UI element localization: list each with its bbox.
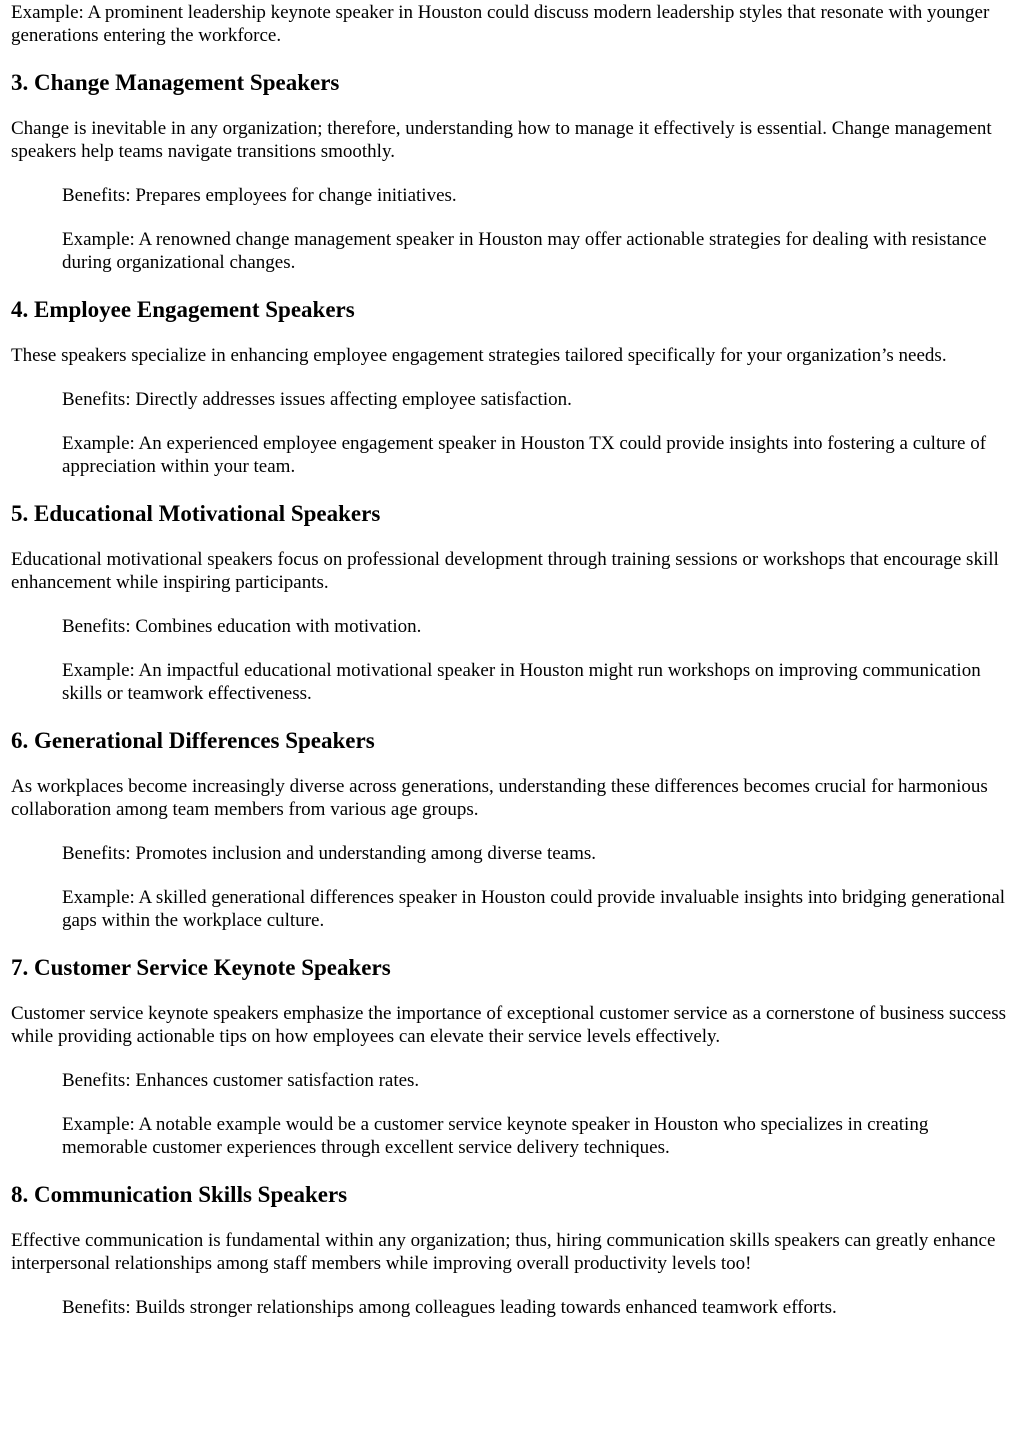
section-heading: 5. Educational Motivational Speakers bbox=[11, 501, 381, 526]
section-heading: 4. Employee Engagement Speakers bbox=[11, 297, 355, 322]
section-employee-engagement bbox=[11, 296, 1014, 478]
section-example-text: Example: A notable example would be a customer service keynote speaker in Houston who specializes in creating memorable customer experiences through excellent service delivery techniques. bbox=[62, 1114, 929, 1158]
section-body-text: Effective communication is fundamental within any organization; thus, hiring communication skills speakers can greatly enhance interpersonal relationships among staff members while improving overall productivity levels too! bbox=[11, 1230, 996, 1274]
section-generational-differences bbox=[11, 727, 1014, 932]
section-heading: 7. Customer Service Keynote Speakers bbox=[11, 955, 391, 980]
section-heading: 3. Change Management Speakers bbox=[11, 70, 340, 95]
section-example-text: Example: An impactful educational motivational speaker in Houston might run workshops on improving communication skills or teamwork effectiveness. bbox=[62, 660, 981, 704]
section-body-text: Educational motivational speakers focus on professional development through training sessions or workshops that encourage skill enhancement while inspiring participants. bbox=[11, 549, 999, 593]
section-benefits-text: Benefits: Builds stronger relationships among colleagues leading towards enhanced teamwork efforts. bbox=[62, 1297, 837, 1318]
section-example-text: Example: A skilled generational differences speaker in Houston could provide invaluable insights into bridging generational gaps within the workplace culture. bbox=[62, 887, 1006, 931]
section-customer-service bbox=[11, 954, 1014, 1159]
section-heading: 8. Communication Skills Speakers bbox=[11, 1182, 348, 1207]
section-benefits-text: Benefits: Enhances customer satisfaction rates. bbox=[62, 1070, 420, 1091]
section-benefits-text: Benefits: Directly addresses issues affecting employee satisfaction. bbox=[62, 389, 572, 410]
section-benefits-text: Benefits: Prepares employees for change initiatives. bbox=[62, 185, 457, 206]
section-body-text: Change is inevitable in any organization; therefore, understanding how to manage it effectively is essential. Change management speakers help teams navigate transitions smoothly. bbox=[11, 118, 992, 162]
section-change-management bbox=[11, 69, 1014, 274]
section-body-text: As workplaces become increasingly diverse across generations, understanding these differences becomes crucial for harmonious collaboration among team members from various age groups. bbox=[11, 776, 988, 820]
section-educational-motivational bbox=[11, 500, 1014, 705]
section-example-text: Example: A renowned change management speaker in Houston may offer actionable strategies for dealing with resistance during organizational changes. bbox=[62, 229, 987, 273]
section-example-text: Example: An experienced employee engagement speaker in Houston TX could provide insights into fostering a culture of appreciation within your team. bbox=[62, 433, 987, 477]
section-benefits-text: Benefits: Combines education with motivation. bbox=[62, 616, 422, 637]
section-body-text: Customer service keynote speakers emphasize the importance of exceptional customer service as a cornerstone of business success while providing actionable tips on how employees can elevate their service levels effectively. bbox=[11, 1003, 1007, 1047]
section-body-text: These speakers specialize in enhancing employee engagement strategies tailored specifically for your organization’s needs. bbox=[11, 345, 947, 366]
section-communication-skills bbox=[11, 1181, 1014, 1319]
section-heading: 6. Generational Differences Speakers bbox=[11, 728, 375, 753]
leadership-example-text: Example: A prominent leadership keynote speaker in Houston could discuss modern leadership styles that resonate with younger generations entering the workforce. bbox=[11, 2, 990, 46]
section-benefits-text: Benefits: Promotes inclusion and understanding among diverse teams. bbox=[62, 843, 597, 864]
